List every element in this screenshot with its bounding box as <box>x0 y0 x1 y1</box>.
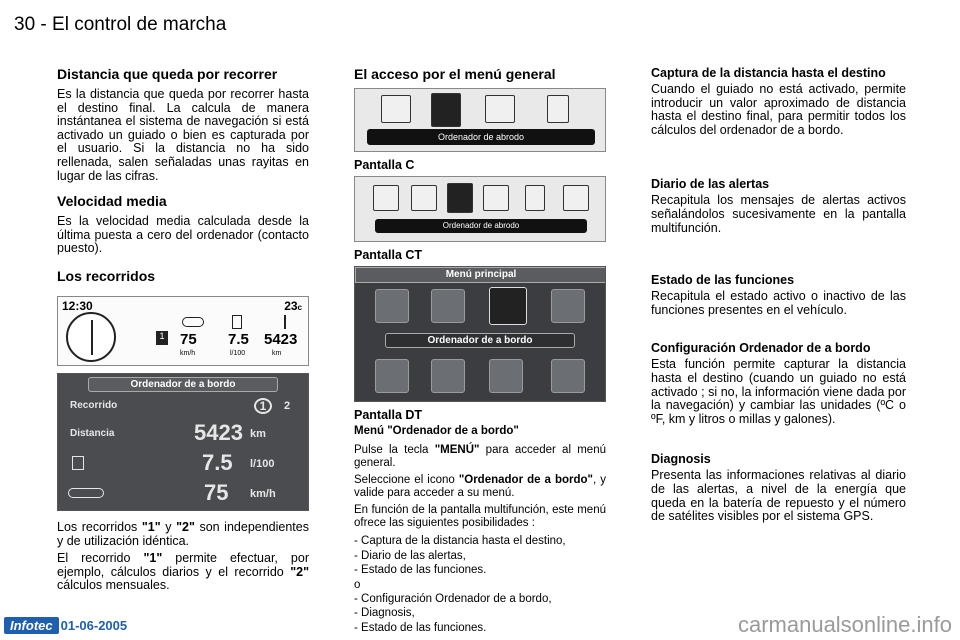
heading-menu-ordenador: Menú "Ordenador de a bordo" <box>354 425 519 437</box>
phone-icon <box>551 359 585 393</box>
display-consumption: 7.5 <box>228 330 249 348</box>
onboard-computer-screen-image <box>57 373 309 511</box>
heading-distancia: Distancia que queda por recorrer <box>57 66 278 82</box>
dt-row-4-unit: km/h <box>250 487 276 500</box>
options-list-2 <box>354 592 606 636</box>
dt-row-1-unit: 2 <box>284 399 291 412</box>
caption-screen-ct: Pantalla CT <box>354 248 423 262</box>
onboard-computer-icon <box>431 93 461 127</box>
display-distance: 5423 <box>264 330 298 348</box>
header-separator: - <box>40 14 47 35</box>
page-number: 30 <box>14 14 36 35</box>
flag-icon <box>284 315 294 329</box>
text-distancia: Es la distancia que queda por recorrer hasta el destino final. La calcula de manera instántanea el sistema de navegación si está activado un guiado o bien es capturada por el usuario. Si la distancia no ha sido rellenada, salen señaladas unas rayitas en lugar de las cifras. <box>57 87 309 183</box>
list-item: - Estado de las funciones. <box>354 563 606 578</box>
dt-row-1-value: 1 <box>254 398 272 414</box>
screen-c-image <box>354 88 606 152</box>
phone-icon <box>525 185 545 211</box>
fuel-icon <box>232 315 242 329</box>
dt-row-3-value: 7.5 <box>202 449 233 475</box>
screen-dt-title: Menú principal <box>355 267 606 283</box>
heading-diario: Diario de las alertas <box>651 177 770 192</box>
list-item: - Diario de las alertas, <box>354 549 606 564</box>
heading-diagnosis: Diagnosis <box>651 452 711 467</box>
clock-face-icon <box>66 312 116 362</box>
text-pulse-menu: Pulse la tecla "MENÚ" para acceder al menú general. <box>354 444 606 469</box>
dt-row-3-unit: l/100 <box>250 457 275 470</box>
infotec-logo: Infotec <box>4 617 59 634</box>
watermark: carmanualsonline.info <box>737 612 952 637</box>
map-icon <box>489 359 523 393</box>
dt-row-2-value: 5423 <box>194 419 243 445</box>
settings-icon <box>375 359 409 393</box>
dt-row-2-unit: km <box>250 427 266 440</box>
caption-screen-dt: Pantalla DT <box>354 408 423 422</box>
dt-row-1-label: Recorrido <box>70 399 118 411</box>
dt-row-4-value: 75 <box>204 479 229 505</box>
screen-ct-image <box>354 176 606 242</box>
display-speed: 75 <box>180 330 197 348</box>
text-velocidad: Es la velocidad media calculada desde la última puesta a cero del ordenador (contacto puesto). <box>57 214 309 256</box>
heading-acceso: El acceso por el menú general <box>354 66 556 82</box>
heading-recorridos: Los recorridos <box>57 267 156 284</box>
page-title: El control de marcha <box>52 14 227 35</box>
screen-dt-image <box>354 266 606 402</box>
temp-unit: c <box>297 302 302 312</box>
navigation-icon <box>375 289 409 323</box>
screen-ct-label: Ordenador de abrodo <box>375 219 587 233</box>
heading-estado: Estado de las funciones <box>651 273 795 288</box>
display-temp <box>284 299 302 313</box>
column-middle <box>354 66 606 635</box>
text-recorridos-2: El recorrido "1" permite efectuar, por ejemplo, cálculos diarios y el recorrido "2" cálculos mensuales. <box>57 551 309 593</box>
audio-settings-icon <box>483 185 509 211</box>
list-item: - Estado de las funciones. <box>354 621 606 636</box>
car-icon <box>182 317 204 327</box>
text-diagnosis: Presenta las informaciones relativas al diario de las alertas, a nivel de la energía que queda en la batería de repuesto y el número de satélites visibles por el sistema GPS. <box>651 468 906 524</box>
text-estado: Recapitula el estado activo o inactivo de las funciones presentes en el vehículo. <box>651 289 906 317</box>
car-speed-icon <box>68 488 104 498</box>
navigation-icon <box>381 95 411 123</box>
screen-dt-label: Ordenador de a bordo <box>385 333 575 348</box>
temp-value: 23 <box>284 298 298 313</box>
footer-date: 01-06-2005 <box>60 618 128 633</box>
options-list-1 <box>354 534 606 578</box>
unit-speed: km/h <box>180 349 196 357</box>
page-header <box>14 14 226 36</box>
caption-screen-c: Pantalla C <box>354 158 415 172</box>
notepad-icon <box>551 289 585 323</box>
dt-row-2-label: Distancia <box>70 427 115 439</box>
dt-screen-title: Ordenador de a bordo <box>88 377 278 392</box>
screen-c-label: Ordenador de abrodo <box>367 129 595 145</box>
footer <box>4 617 127 635</box>
onboard-computer-icon <box>447 183 473 213</box>
route-icon <box>411 185 437 211</box>
text-en-funcion: En función de la pantalla multifunción, este menú ofrece las siguientes posibilidades : <box>354 504 606 529</box>
text-diario: Recapitula los mensajes de alertas activos señalándolos sucesivamente en la pantalla multifunción. <box>651 193 906 235</box>
trip-selector: 1 <box>156 331 168 345</box>
unit-consumption: l/100 <box>230 349 246 357</box>
unit-distance: km <box>272 349 282 357</box>
text-seleccione: Seleccione el icono "Ordenador de a bordo", y valide para acceder a su menú. <box>354 474 606 499</box>
list-item: - Captura de la distancia hasta el destino, <box>354 534 606 549</box>
phone-icon <box>547 95 569 123</box>
list-item: - Diagnosis, <box>354 606 606 621</box>
settings-icon <box>563 185 589 211</box>
dashboard-display-image <box>57 296 309 366</box>
column-left <box>57 66 309 593</box>
column-right <box>651 66 906 524</box>
heading-velocidad: Velocidad media <box>57 193 167 210</box>
navigation-icon <box>373 185 399 211</box>
text-recorridos-1: Los recorridos "1" y "2" son independientes y de utilización idéntica. <box>57 519 309 548</box>
audio-settings-icon <box>485 95 515 123</box>
list-item: - Configuración Ordenador de a bordo, <box>354 592 606 607</box>
heading-captura: Captura de la distancia hasta el destino <box>651 66 886 80</box>
text-or: o <box>354 578 361 591</box>
fuel-pump-icon <box>72 456 84 470</box>
route-icon <box>431 289 465 323</box>
audio-settings-icon <box>431 359 465 393</box>
onboard-computer-icon <box>489 287 527 325</box>
heading-configuracion: Configuración Ordenador de a bordo <box>651 341 871 356</box>
text-configuracion: Esta función permite capturar la distancia hasta el destino (cuando un guiado no está activado ; si no, la información viene dada por la navegación) y cambiar las unidades (ºC o ºF, km y litros o millas y galones). <box>651 357 906 426</box>
text-captura: Cuando el guiado no está activado, permite introducir un valor aproximado de distancia hasta el destino final, para permitir todos los cálculos del ordenador de a bordo. <box>651 82 906 137</box>
display-time: 12:30 <box>62 298 93 313</box>
